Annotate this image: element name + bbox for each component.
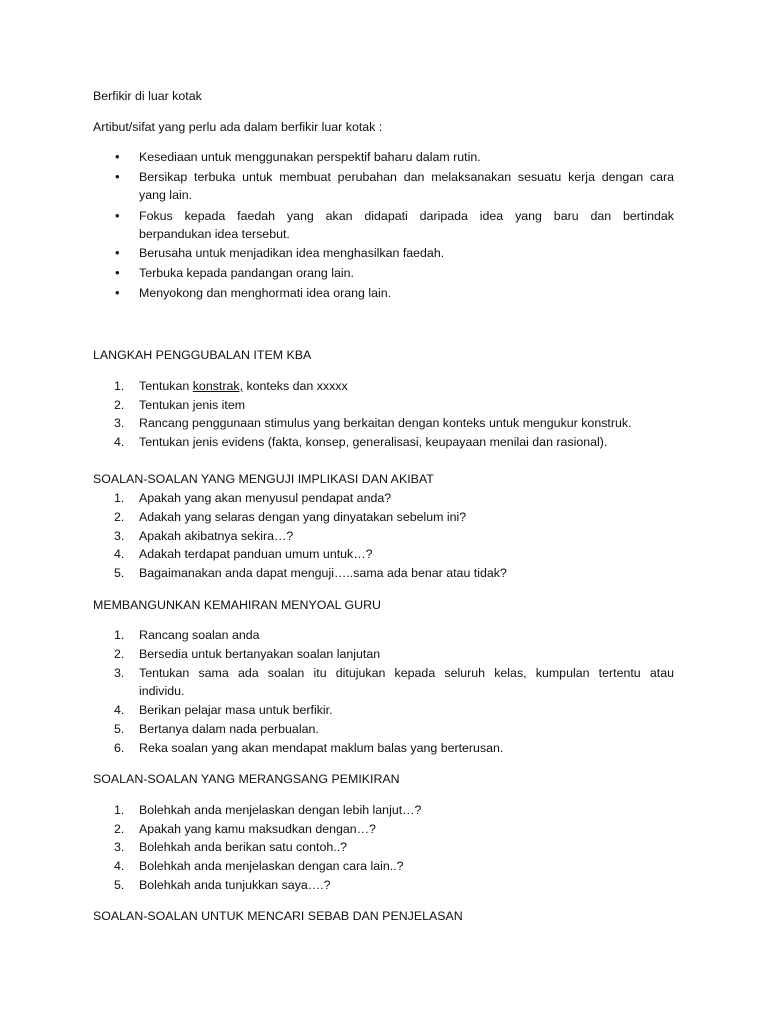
bullet-marker: • bbox=[115, 265, 120, 280]
list-number: 4. bbox=[114, 859, 125, 873]
list-item: Bolehkah anda berikan satu contoh..? bbox=[139, 840, 348, 854]
list-item-continuation: individu. bbox=[139, 684, 185, 698]
list-number: 3. bbox=[114, 529, 125, 543]
list-item: Apakah yang akan menyusul pendapat anda? bbox=[139, 491, 392, 505]
list-number: 2. bbox=[114, 822, 125, 836]
list-item: Bertanya dalam nada perbualan. bbox=[139, 722, 319, 736]
section-heading: SOALAN-SOALAN YANG MERANGSANG PEMIKIRAN bbox=[93, 772, 400, 786]
list-number: 3. bbox=[114, 840, 125, 854]
list-number: 5. bbox=[114, 878, 125, 892]
list-item: Rancang penggunaan stimulus yang berkaitan dengan konteks untuk mengukur konstruk. bbox=[139, 416, 632, 430]
list-number: 2. bbox=[114, 510, 125, 524]
list-item: Reka soalan yang akan mendapat maklum balas yang berterusan. bbox=[139, 741, 504, 755]
list-number: 2. bbox=[114, 647, 125, 661]
bullet-marker: • bbox=[115, 149, 120, 164]
section-heading: MEMBANGUNKAN KEMAHIRAN MENYOAL GURU bbox=[93, 598, 382, 612]
list-number: 6. bbox=[114, 741, 125, 755]
list-number: 1. bbox=[114, 379, 125, 393]
list-item: Bolehkah anda tunjukkan saya….? bbox=[139, 878, 331, 892]
list-item: Berikan pelajar masa untuk berfikir. bbox=[139, 703, 333, 717]
bullet-marker: • bbox=[115, 208, 120, 223]
list-number: 2. bbox=[114, 398, 125, 412]
section-heading: LANGKAH PENGGUBALAN ITEM KBA bbox=[93, 348, 312, 362]
bullet-item-continuation: berpandukan idea tersebut. bbox=[139, 227, 290, 241]
section-heading: SOALAN-SOALAN UNTUK MENCARI SEBAB DAN PENJELASAN bbox=[93, 909, 463, 923]
list-item: Bersedia untuk bertanyakan soalan lanjutan bbox=[139, 647, 381, 661]
list-number: 4. bbox=[114, 435, 125, 449]
bullet-item: Terbuka kepada pandangan orang lain. bbox=[139, 266, 354, 280]
list-item-text: konteks dan xxxxx bbox=[243, 379, 348, 393]
list-number: 5. bbox=[114, 722, 125, 736]
list-number: 3. bbox=[114, 416, 125, 430]
bullet-item: Kesediaan untuk menggunakan perspektif baharu dalam rutin. bbox=[139, 150, 481, 164]
bullet-item: Berusaha untuk menjadikan idea menghasilkan faedah. bbox=[139, 246, 445, 260]
bullet-marker: • bbox=[115, 169, 120, 184]
list-number: 4. bbox=[114, 703, 125, 717]
list-item: Bolehkah anda menjelaskan dengan cara lain..? bbox=[139, 859, 404, 873]
list-item: Tentukan jenis item bbox=[139, 398, 246, 412]
bullet-item: Menyokong dan menghormati idea orang lain. bbox=[139, 286, 392, 300]
bullet-item: Bersikap terbuka untuk membuat perubahan dan melaksanakan sesuatu kerja dengan cara bbox=[139, 170, 674, 184]
list-item: Bolehkah anda menjelaskan dengan lebih lanjut…? bbox=[139, 803, 422, 817]
list-item bbox=[139, 377, 348, 395]
list-number: 1. bbox=[114, 803, 125, 817]
list-number: 1. bbox=[114, 491, 125, 505]
list-number: 5. bbox=[114, 566, 125, 580]
doc-title: Berfikir di luar kotak bbox=[93, 89, 202, 103]
section-heading: SOALAN-SOALAN YANG MENGUJI IMPLIKASI DAN AKIBAT bbox=[93, 472, 434, 486]
list-item: Apakah yang kamu maksudkan dengan…? bbox=[139, 822, 376, 836]
list-item: Rancang soalan anda bbox=[139, 628, 260, 642]
list-item: Adakah terdapat panduan umum untuk…? bbox=[139, 547, 373, 561]
bullet-item-continuation: yang lain. bbox=[139, 188, 193, 202]
list-item: Apakah akibatnya sekira…? bbox=[139, 529, 294, 543]
list-item: Adakah yang selaras dengan yang dinyatakan sebelum ini? bbox=[139, 510, 467, 524]
list-number: 1. bbox=[114, 628, 125, 642]
list-item-text: Tentukan bbox=[139, 379, 193, 393]
list-item: Bagaimanakan anda dapat menguji…..sama ada benar atau tidak? bbox=[139, 566, 507, 580]
bullet-item: Fokus kepada faedah yang akan didapati daripada idea yang baru dan bertindak bbox=[139, 209, 674, 223]
list-number: 3. bbox=[114, 666, 125, 680]
bullet-marker: • bbox=[115, 285, 120, 300]
bullet-marker: • bbox=[115, 245, 120, 260]
doc-intro: Artibut/sifat yang perlu ada dalam berfikir luar kotak : bbox=[93, 120, 383, 134]
underlined-term: konstrak, bbox=[192, 379, 244, 393]
list-number: 4. bbox=[114, 547, 125, 561]
list-item: Tentukan jenis evidens (fakta, konsep, generalisasi, keupayaan menilai dan rasional). bbox=[139, 435, 608, 449]
list-item: Tentukan sama ada soalan itu ditujukan kepada seluruh kelas, kumpulan tertentu atau bbox=[139, 666, 674, 680]
